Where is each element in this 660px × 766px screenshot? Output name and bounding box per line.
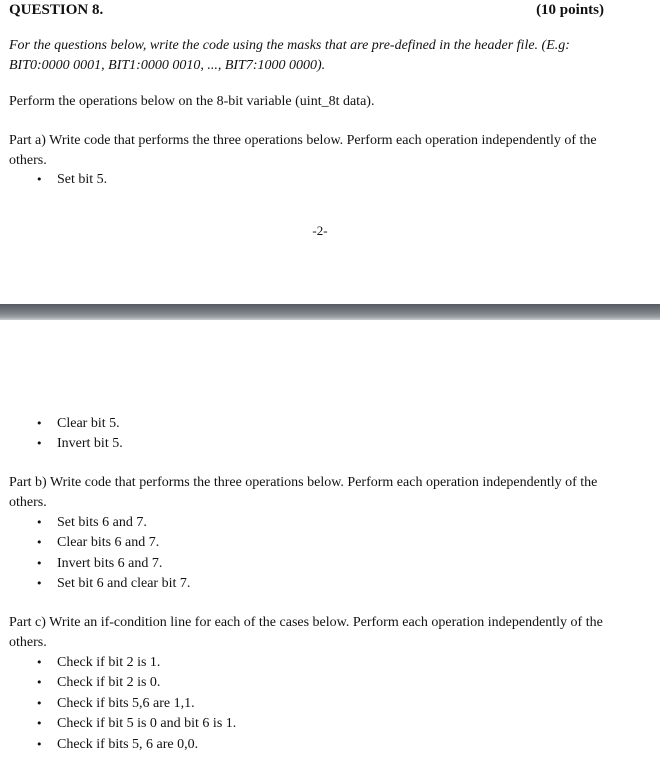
page-break-divider	[0, 304, 660, 320]
part-b-item-3	[36, 554, 162, 574]
instructions-line-1: For the questions below, write the code using the masks that are pre-defined in the header file. (E.g:	[9, 38, 570, 53]
part-b-item-text: Set bits 6 and 7.	[57, 515, 147, 530]
part-b-item-text: Invert bits 6 and 7.	[57, 556, 163, 571]
part-a-item-text: Clear bit 5.	[57, 416, 120, 431]
instructions-line-2: BIT0:0000 0001, BIT1:0000 0010, ..., BIT7:1000 0000).	[9, 58, 326, 73]
bullet-icon: •	[36, 536, 43, 549]
page-top	[0, 0, 660, 304]
part-b-item-text: Clear bits 6 and 7.	[57, 535, 160, 550]
part-a-item-text: Set bit 5.	[57, 172, 108, 187]
part-c-intro-line-1: Part c) Write an if-condition line for each of the cases below. Perform each operation independently of the	[9, 615, 603, 630]
part-c-item-2	[36, 673, 160, 693]
part-c-item-5	[36, 735, 198, 755]
question-points: (10 points)	[536, 2, 604, 18]
bullet-icon: •	[36, 697, 43, 710]
bullet-icon: •	[36, 577, 43, 590]
part-c-item-text: Check if bits 5,6 are 1,1.	[57, 696, 195, 711]
bullet-icon: •	[36, 738, 43, 751]
part-a-item-1	[36, 170, 107, 190]
instructions-block	[9, 36, 629, 76]
part-b-intro-line-1: Part b) Write code that performs the three operations below. Perform each operation independently of the	[9, 475, 598, 490]
part-c-intro	[9, 613, 644, 653]
bullet-icon: •	[36, 437, 43, 450]
part-b-item-1	[36, 513, 147, 533]
bullet-icon: •	[36, 516, 43, 529]
part-b-item-text: Set bit 6 and clear bit 7.	[57, 576, 191, 591]
part-c-item-text: Check if bit 2 is 0.	[57, 675, 161, 690]
part-c-item-1	[36, 653, 160, 673]
part-c-item-3	[36, 694, 195, 714]
part-c-item-text: Check if bits 5, 6 are 0,0.	[57, 737, 199, 752]
part-a-item-3	[36, 434, 123, 454]
part-b-intro	[9, 473, 644, 513]
part-a-item-text: Invert bit 5.	[57, 436, 123, 451]
part-c-item-text: Check if bit 2 is 1.	[57, 655, 161, 670]
part-b-item-4	[36, 574, 190, 594]
bullet-icon: •	[36, 656, 43, 669]
page-number: -2-	[312, 223, 328, 238]
part-a-intro	[9, 131, 644, 171]
bullet-icon: •	[36, 417, 43, 430]
operations-statement: Perform the operations below on the 8-bit variable (uint_8t data).	[9, 94, 375, 109]
bullet-icon: •	[36, 557, 43, 570]
question-title: QUESTION 8.	[9, 2, 104, 18]
part-b-intro-line-2: others.	[9, 495, 47, 510]
part-b-item-2	[36, 533, 159, 553]
part-c-item-text: Check if bit 5 is 0 and bit 6 is 1.	[57, 716, 237, 731]
part-c-item-4	[36, 714, 236, 734]
bullet-icon: •	[36, 717, 43, 730]
bullet-icon: •	[36, 173, 43, 186]
bullet-icon: •	[36, 676, 43, 689]
question-header	[9, 2, 651, 19]
part-c-intro-line-2: others.	[9, 635, 47, 650]
part-a-item-2	[36, 414, 120, 434]
part-a-intro-line-1: Part a) Write code that performs the three operations below. Perform each operation independently of the	[9, 133, 597, 148]
part-a-intro-line-2: others.	[9, 153, 47, 168]
